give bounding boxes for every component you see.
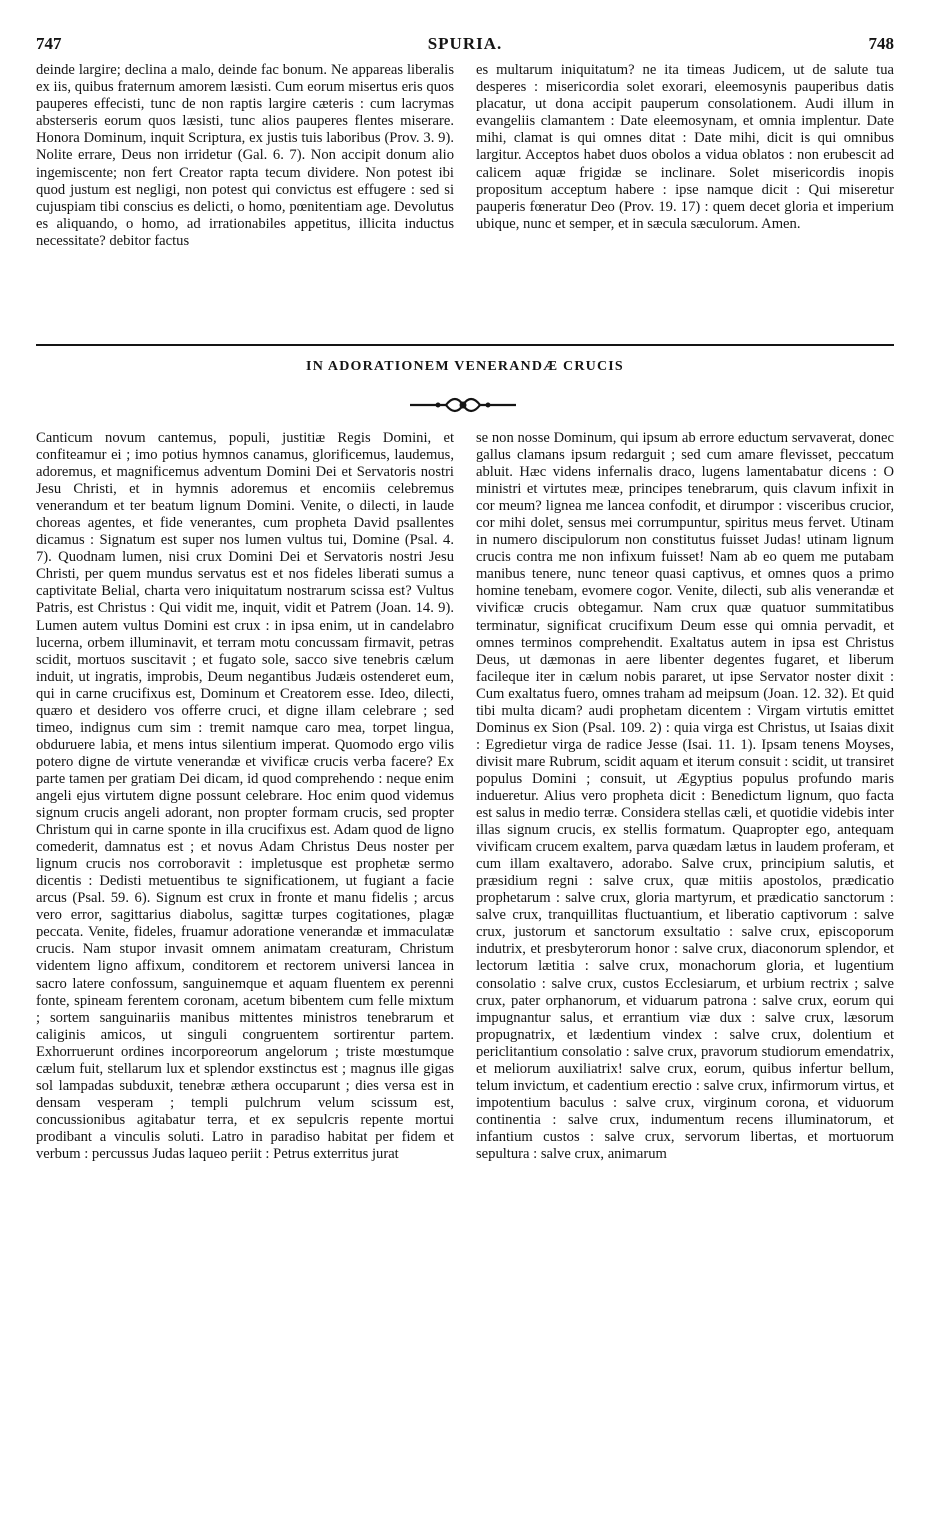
section-title: IN ADORATIONEM VENERANDÆ CRUCIS [306,359,624,374]
bottom-right-column [476,430,894,1163]
bottom-left-column [36,430,454,1163]
ornament-flourish-icon [408,394,518,416]
running-title: SPURIA. [427,34,503,53]
page-header [36,34,894,58]
top-right-text: es multarum iniquitatum? ne ita timeas Judicem, ut de salute tua desperes : misericordia solet exorari, eleemosynis pauperibus datis placatur, ut dona accipit pauperum consolationem. Audi illum in evangeliis clamantem : Date eleemosynam, et omnia implentur. Date mihi, clamat is qui omnes ditat : Date mihi, dicit is qui omnibus largitur. Acceptos habet duos obolos a vidua oblatos : non erubescit ad calicem aquæ frigidæ se inclinare. Solet misericordis inopis propositum acceptum habere : ipse namque dicit : Qui miseretur pauperis fœneratur Deo (Prov. 19. 17) : quem decet gloria et imperium ubique, nunc et semper, et in sæcula sæculorum. Amen. [476,62,894,232]
top-left-text: deinde largire; declina a malo, deinde fac bonum. Ne appareas liberalis ex iis, quibus fraternum amorem læsisti. Cum eorum misertus eris quos pauperes effecisti, tunc de non raptis largire cæteris : cum lacrymas absterseris eorum quos læsisti, tunc alios pauperes flentes miserare. Honora Dominum, inquit Scriptura, ex justis tuis laboribus (Prov. 3. 9). Nolite errare, Deus non irridetur (Gal. 6. 7). Non accipit donum alio ingemiscente; non fert Creator rapta tecum dividere. Non potest ibi quod justum est negligi, non potest qui convictus est effugere : sed si cujuspiam tibi conscius es delicti, o homo, pœnitentiam age. Devolutus es aliquando, o homo, ad irrationabiles appetitus, illicita inductus necessitate? debitor factus [36,62,454,249]
page-number-right: 748 [868,34,894,53]
top-left-column [36,62,454,250]
bottom-right-text: se non nosse Dominum, qui ipsum ab errore eductum servaverat, donec gallus clamans ipsum redarguit ; sed cum amare flevisset, peccatum abluit. Hæc videns infernalis draco, lugens lamentabatur dicens : O ministri et virtutes meæ, principes tenebrarum, quis clavum infixit in cor meum? lignea me lancea confodit, et dirumpor : visceribus crucior, cor mihi dolet, sensus mei corrumpuntur, spiritus meus fervet. Utinam in numero discipulorum non constitutus fuisset Judas! utinam lignum crucis contra me non infixum fuisset! Nam ab eo quem me putabam manibus tenere, nunc teneor quasi captivus, et omnes quos a primo homine tenebam, evomere cogor. Venite, dilecti, sub alis venerandæ et vivificæ crucis obtegamur. Nam crux quæ quatuor summitatibus terminatur, significat crucifixum Deum esse qui omnia pervadit, et omnes terminos comprehendit. Exaltatus autem in ipsa est Christus Deus, ut dæmonas in aere libenter degentes fugaret, et liberum facileque iter in cælum nobis pararet, ut ipse Servator noster dixit : Cum exaltatus fuero, omnes traham ad meipsum (Joan. 12. 32). Et quid tibi multa dicam? audi prophetam dicentem : Virgam virtutis emittet Dominus ex Sion (Psal. 109. 2) : quia virga est Christus, ut Isaias dixit : Egredietur virga de radice Jesse (Isai. 11. 1). Ipsam tenens Moyses, divisit mare Rubrum, scidit aquam et iterum consuit : scidit, ut transiret populus Domini ; consuit, ut Ægyptius populus profundo maris indueretur. Alius vero propheta dicit : Benedictum lignum, quo facta est salus in medio terræ. Considera stellas cæli, et quotidie videbis inter illas signum crucis, ex stellis formatum. Quapropter ego, antequam vivificam crucem exaltem, parva quædam lætus in laudem proferam, et cum illam exaltavero, adorabo. Salve crux, principium salutis, et præsidium regni : salve crux, quæ mitiis apostolos, prædicatio prophetarum : salve crux, gloria martyrum, et prædicatio sanctorum : salve crux, tranquillitas fluctuantium, et liberatio captivorum : salve crux, justorum et sanctorum exsultatio : salve crux, episcoporum indutrix, et presbyterorum honor : salve crux, diaconorum splendor, et lectorum lætitia : salve crux, monachorum gloria, et lugentium consolatio : salve crux, custos Ecclesiarum, et urbium rectrix ; salve crux, pater orphanorum, et viduarum patrona : salve crux, eorum qui impugnantur salus, et errantium viæ dux : salve crux, læsorum propugnatrix, et lædentium vindex : salve crux, dolentium et periclitantium consolatio : salve crux, pravorum studiorum emendatrix, et meliorum auxiliatrix! salve crux, eorum, quibus infertur bellum, telum invictum, et cadentium erectio : salve crux, infirmorum virtus, et impotentium baculus : salve crux, virginum corona, et viduorum continentia : salve crux, indumentum recens illuminatorum, et infantium custos : salve crux, servorum libertas, et mortuorum sepultura : salve crux, animarum [476,430,894,1162]
page-number-left: 747 [36,34,62,53]
top-right-column [476,62,894,233]
bottom-left-text: Canticum novum cantemus, populi, justitiæ Regis Domini, et confiteamur ei ; imo potius hymnos canamus, glorificemus, laudemus, adoremus, et magnificemus adventum Domini Dei et Servatoris nostri Jesu Christi, et in hymnis adoremus et encomiis celebremus venerandum et ter beatum lignum Domini. Venite, o dilecti, in laude choreas agentes, et fide venerantes, cum propheta David psallentes dicamus : Signatum est super nos lumen vultus tui, Domine (Psal. 4. 7). Quodnam lumen, nisi crux Domini Dei et Servatoris nostri Jesu Christi, per quem mundus servatus est et nos fideles liberati sumus a captivitate Belial, charta vero iniquitatum nostrarum scissa est? Vultus Patris, est Christus : Qui vidit me, inquit, vidit et Patrem (Joan. 14. 9). Lumen autem vultus Domini est crux : in ipsa enim, ut in candelabro lucerna, orbem illuminavit, et terram motu concussam firmavit, petras scidit, mortuos suscitavit ; et fugato sole, sacco sive tenebris cælum induit, ut ingratis, improbis, Deum negantibus Judæis ostenderet eum, qui in carne crucifixus est, Dominum et Creatorem esse. Ideo, dilecti, quæro et desidero vos offerre cruci, et digne illam celebrare ; sed timeo, indignus cum sim : tremit namque caro mea, torpet lingua, obduruere labia, et mens intus silentium imperat. Quomodo ergo vilis potero digne de virtute venerandæ et vivificæ crucis verba facere? Ex parte tamen per gratiam Dei dicam, id quod comprehendo : neque enim angeli ejus virtutem digne possunt celebrare. Hoc enim quod videmus signum crucis angeli adorant, non propter formam crucis, sed propter Christum qui in carne sponte in illa crucifixus est. Adam quod de ligno comederit, damnatus est ; et novus Adam Christus Deus noster per lignum crucis nos corroboravit : impletusque est prophetæ sermo dicentis : Dedisti metuentibus te significationem, ut fugiant a facie arcus (Psal. 59. 6). Signum est crux in fronte et manu fidelis ; arcus vero error, sagittarius diabolus, sagittæ turpes cogitationes, plagæ peccata. Venite, fideles, fruamur adoratione venerandæ et immaculatæ crucis. Nam stupor invasit omnem animatam creaturam, Christum videntem ligno affixum, conditorem et rectorem universi lancea in sacro latere confossum, sanguinemque et aquam fluentem ex perenni fonte, spineam ferentem coronam, acetum bibentem cum felle mixtum ; sortem sanguinariis manibus mittentes ministros tenebrarum et caliginis amicos, ut singuli congruentem sortirentur partem. Exhorruerunt ordines incorporeorum angelorum ; triste mœstumque cælum fuit, stellarum lux et splendor exstinctus est ; magnus ille gigas sol lampadas subduxit, tenebræ æthera occuparunt ; dies versa est in densam vesperam ; templi pulchrum velum scissum est, concussionibus agitabatur terra, et ex sepulcris repente mortui prodibant a vinculis soluti. Latro in paradiso habitat per fidem et verbum : percussus Judas laqueo periit : Petrus exterritus jurat [36,430,454,1162]
section-divider-rule [36,344,894,346]
